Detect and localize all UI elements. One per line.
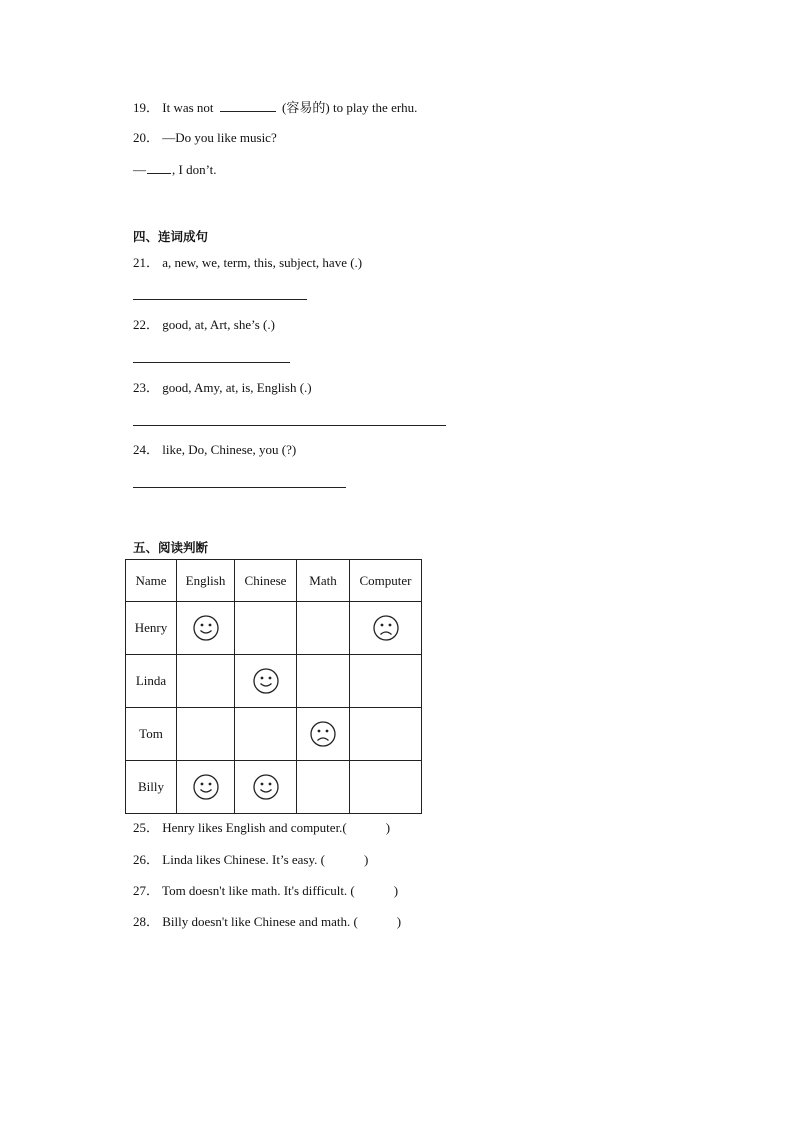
question-number: 28． (133, 914, 160, 929)
header-computer: Computer (350, 560, 422, 602)
table-row (126, 655, 422, 708)
row-name: Billy (126, 761, 177, 814)
table-cell (297, 602, 350, 655)
question-number: 20． (133, 130, 160, 145)
question-23 (133, 380, 312, 396)
header-chinese: Chinese (235, 560, 297, 602)
smiley-face-icon (252, 773, 280, 801)
question-number: 21． (133, 255, 160, 270)
table-cell (177, 655, 235, 708)
question-text: (容易的) to play the erhu. (282, 100, 418, 115)
fill-blank[interactable] (147, 161, 171, 174)
table-cell (350, 761, 422, 814)
table-cell (177, 602, 235, 655)
question-21 (133, 255, 362, 271)
question-26 (133, 852, 368, 868)
question-20-reply (133, 161, 217, 178)
table-cell (235, 602, 297, 655)
question-text: like, Do, Chinese, you (?) (162, 442, 297, 457)
question-text: Henry likes English and computer.( ) (162, 820, 391, 835)
table-row (126, 708, 422, 761)
table-cell (350, 708, 422, 761)
table-row (126, 761, 422, 814)
header-english: English (177, 560, 235, 602)
question-text: good, Amy, at, is, English (.) (162, 380, 312, 395)
section-title: 五、阅读判断 (133, 540, 209, 555)
table-cell (297, 655, 350, 708)
table-row (126, 602, 422, 655)
question-text: Billy doesn't like Chinese and math. ( ) (162, 914, 402, 929)
answer-line[interactable] (133, 299, 307, 300)
question-number: 25． (133, 820, 160, 835)
frowning-face-icon (372, 614, 400, 642)
question-28 (133, 914, 401, 930)
answer-line[interactable] (133, 487, 346, 488)
answer-line[interactable] (133, 425, 446, 426)
smiley-face-icon (252, 667, 280, 695)
table-cell (297, 708, 350, 761)
table-cell (235, 761, 297, 814)
question-number: 26． (133, 852, 160, 867)
question-22 (133, 317, 275, 333)
table-cell (235, 655, 297, 708)
question-24 (133, 442, 296, 458)
question-19 (133, 99, 417, 116)
question-text: Linda likes Chinese. It’s easy. ( ) (162, 852, 369, 867)
reply-dash: — (133, 162, 146, 177)
table-header-row (126, 560, 422, 602)
table-cell (177, 708, 235, 761)
header-math: Math (297, 560, 350, 602)
question-27 (133, 883, 398, 899)
question-number: 22． (133, 317, 160, 332)
answer-line[interactable] (133, 362, 290, 363)
question-number: 19． (133, 100, 160, 115)
smiley-face-icon (192, 773, 220, 801)
question-25 (133, 820, 390, 836)
row-name: Henry (126, 602, 177, 655)
header-name: Name (126, 560, 177, 602)
subject-table (125, 559, 422, 814)
table-cell (350, 655, 422, 708)
fill-blank[interactable] (220, 99, 276, 112)
table-cell (177, 761, 235, 814)
question-20 (133, 130, 277, 146)
question-text: Tom doesn't like math. It's difficult. ( ) (162, 883, 399, 898)
question-text: It was not (162, 100, 214, 115)
frowning-face-icon (309, 720, 337, 748)
question-number: 24． (133, 442, 160, 457)
row-name: Linda (126, 655, 177, 708)
question-text: —Do you like music? (162, 130, 277, 145)
table-cell (235, 708, 297, 761)
table-cell (297, 761, 350, 814)
reply-text: , I don’t. (172, 162, 217, 177)
question-text: good, at, Art, she’s (.) (162, 317, 275, 332)
smiley-face-icon (192, 614, 220, 642)
question-number: 27． (133, 883, 160, 898)
row-name: Tom (126, 708, 177, 761)
table-cell (350, 602, 422, 655)
question-text: a, new, we, term, this, subject, have (.) (162, 255, 363, 270)
question-number: 23． (133, 380, 160, 395)
section-title: 四、连词成句 (133, 229, 209, 244)
